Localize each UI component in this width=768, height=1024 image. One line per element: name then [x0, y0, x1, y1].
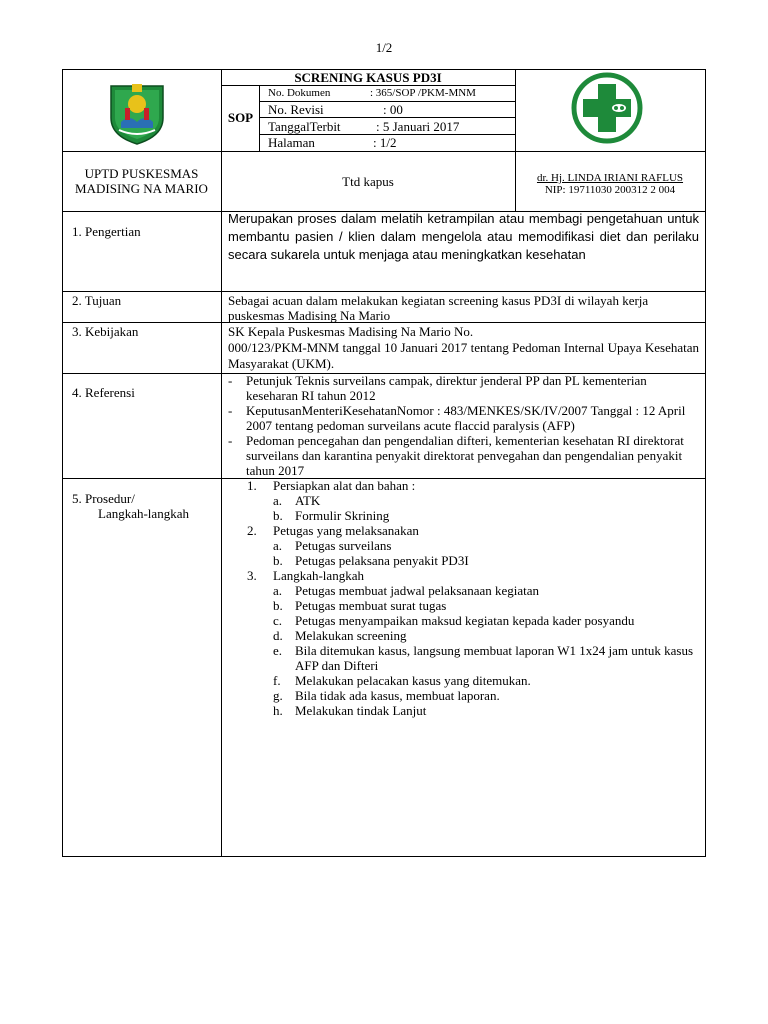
puskesmas-logo	[568, 70, 646, 144]
field-value-no-revisi: : 00	[383, 102, 403, 117]
substep	[247, 553, 702, 568]
substep	[247, 673, 702, 688]
field-label-halaman: Halaman	[268, 135, 315, 150]
ttd-kapus: Ttd kapus	[342, 174, 394, 189]
step-text: Langkah-langkah	[273, 568, 364, 583]
section-label-kebijakan: 3. Kebijakan	[72, 324, 139, 339]
step-text: Petugas yang melaksanakan	[273, 523, 419, 538]
section-text-kebijakan: 000/123/PKM-MNM tanggal 10 Januari 2017 tentang Pedoman Internal Upaya Kesehatan Masyarakat (UKM).	[228, 340, 699, 371]
section-label-tujuan: 2. Tujuan	[72, 293, 122, 308]
substep-letter: b.	[273, 598, 283, 613]
substep-letter: e.	[273, 643, 283, 658]
substep	[247, 613, 702, 628]
field-value-tanggal-terbit: : 5 Januari 2017	[376, 119, 460, 134]
substep-letter: c.	[273, 613, 283, 628]
org-name-line1: UPTD PUSKESMAS	[84, 166, 199, 181]
document-title: SCRENING KASUS PD3I	[294, 70, 442, 85]
substep-text: Melakukan tindak Lanjut	[295, 703, 427, 718]
org-name-line2: MADISING NA MARIO	[75, 181, 208, 196]
section-label-prosedur-line2: Langkah-langkah	[98, 506, 189, 521]
green-cross-icon	[568, 70, 646, 144]
substep-text: Bila tidak ada kasus, membuat laporan.	[295, 688, 500, 703]
substep-text: Melakukan screening	[295, 628, 407, 643]
prosedur-steps	[247, 478, 702, 718]
crest-icon	[107, 78, 167, 146]
substep-text: Bila ditemukan kasus, langsung membuat laporan W1 1x24 jam untuk kasus AFP dan Difteri	[295, 643, 694, 673]
substep-letter: a.	[273, 583, 283, 598]
field-label-no-dokumen: No. Dokumen	[268, 87, 331, 99]
field-value-halaman: : 1/2	[373, 135, 397, 150]
step-number: 2.	[247, 523, 257, 538]
substep-letter: f.	[273, 673, 281, 688]
field-label-tanggal-terbit: TanggalTerbit	[268, 119, 341, 134]
substep-letter: b.	[273, 553, 283, 568]
substep-letter: g.	[273, 688, 283, 703]
field-label-no-revisi: No. Revisi	[268, 102, 324, 117]
substep	[247, 643, 702, 673]
substep-letter: b.	[273, 508, 283, 523]
substep-letter: d.	[273, 628, 283, 643]
step-number: 3.	[247, 568, 257, 583]
sop-label: SOP	[227, 110, 254, 125]
substep-text: Petugas surveilans	[295, 538, 392, 553]
substep-text: Petugas menyampaikan maksud kegiatan kepada kader posyandu	[295, 613, 635, 628]
substep	[247, 598, 702, 613]
substep-letter: a.	[273, 538, 283, 553]
substep-text: Petugas pelaksana penyakit PD3I	[295, 553, 469, 568]
substep	[247, 508, 702, 523]
step-number: 1.	[247, 478, 257, 493]
section-label-prosedur-line1: 5. Prosedur/	[72, 491, 135, 506]
referensi-item: - KeputusanMenteriKesehatanNomor : 483/MENKES/SK/IV/2007 Tanggal : 12 April 2007 tentang pedoman surveilans acute flaccid paralysis (AFP)	[224, 403, 699, 433]
substep	[247, 583, 702, 598]
section-text-kebijakan-line1: SK Kepala Puskesmas Madising Na Mario No.	[228, 324, 474, 339]
substep-text: Formulir Skrining	[295, 508, 390, 523]
substep-letter: a.	[273, 493, 283, 508]
section-text-tujuan: Sebagai acuan dalam melakukan kegiatan screening kasus PD3I di wilayah kerja puskesmas Madising Na Mario	[228, 293, 649, 323]
section-label-prosedur	[72, 491, 189, 521]
org-name	[62, 166, 221, 196]
substep	[247, 688, 702, 703]
referensi-list	[224, 373, 699, 478]
substep	[247, 493, 702, 508]
substep-text: Petugas membuat jadwal pelaksanaan kegiatan	[295, 583, 540, 598]
regional-crest-logo	[107, 78, 167, 146]
step-text: Persiapkan alat dan bahan :	[273, 478, 416, 493]
section-text-pengertian: Merupakan proses dalam melatih ketrampilan atau membagi pengetahuan untuk membantu pasien / klien dalam mengelola atau memodifikasi diet dan perilaku secara sukarela untuk menjaga atau meningkatkan kesehatan	[228, 211, 699, 262]
signer-name: dr. Hj. LINDA IRIANI RAFLUS	[536, 172, 684, 184]
substep-text: Melakukan pelacakan kasus yang ditemukan.	[295, 673, 531, 688]
signer-nip: NIP: 19711030 200312 2 004	[544, 184, 676, 196]
substep-text: Petugas membuat surat tugas	[295, 598, 447, 613]
substep	[247, 538, 702, 553]
section-label-pengertian: 1. Pengertian	[72, 224, 141, 239]
referensi-item: - Pedoman pencegahan dan pengendalian difteri, kementerian kesehatan RI direktorat surveilans dan karantina penyakit direktorat penvegahan dan pengendalian penyakit tahun 2017	[224, 433, 699, 478]
substep	[247, 703, 702, 718]
field-value-no-dokumen: : 365/SOP /PKM-MNM	[370, 87, 476, 99]
page-number: 1/2	[375, 40, 393, 55]
referensi-item: - Petunjuk Teknis surveilans campak, direktur jenderal PP dan PL kementerian keseharan RI tahun 2012	[224, 373, 699, 403]
substep-letter: h.	[273, 703, 283, 718]
step-1	[247, 478, 702, 493]
section-label-referensi: 4. Referensi	[72, 385, 135, 400]
step-2	[247, 523, 702, 538]
step-3	[247, 568, 702, 583]
substep-text: ATK	[295, 493, 321, 508]
substep	[247, 628, 702, 643]
